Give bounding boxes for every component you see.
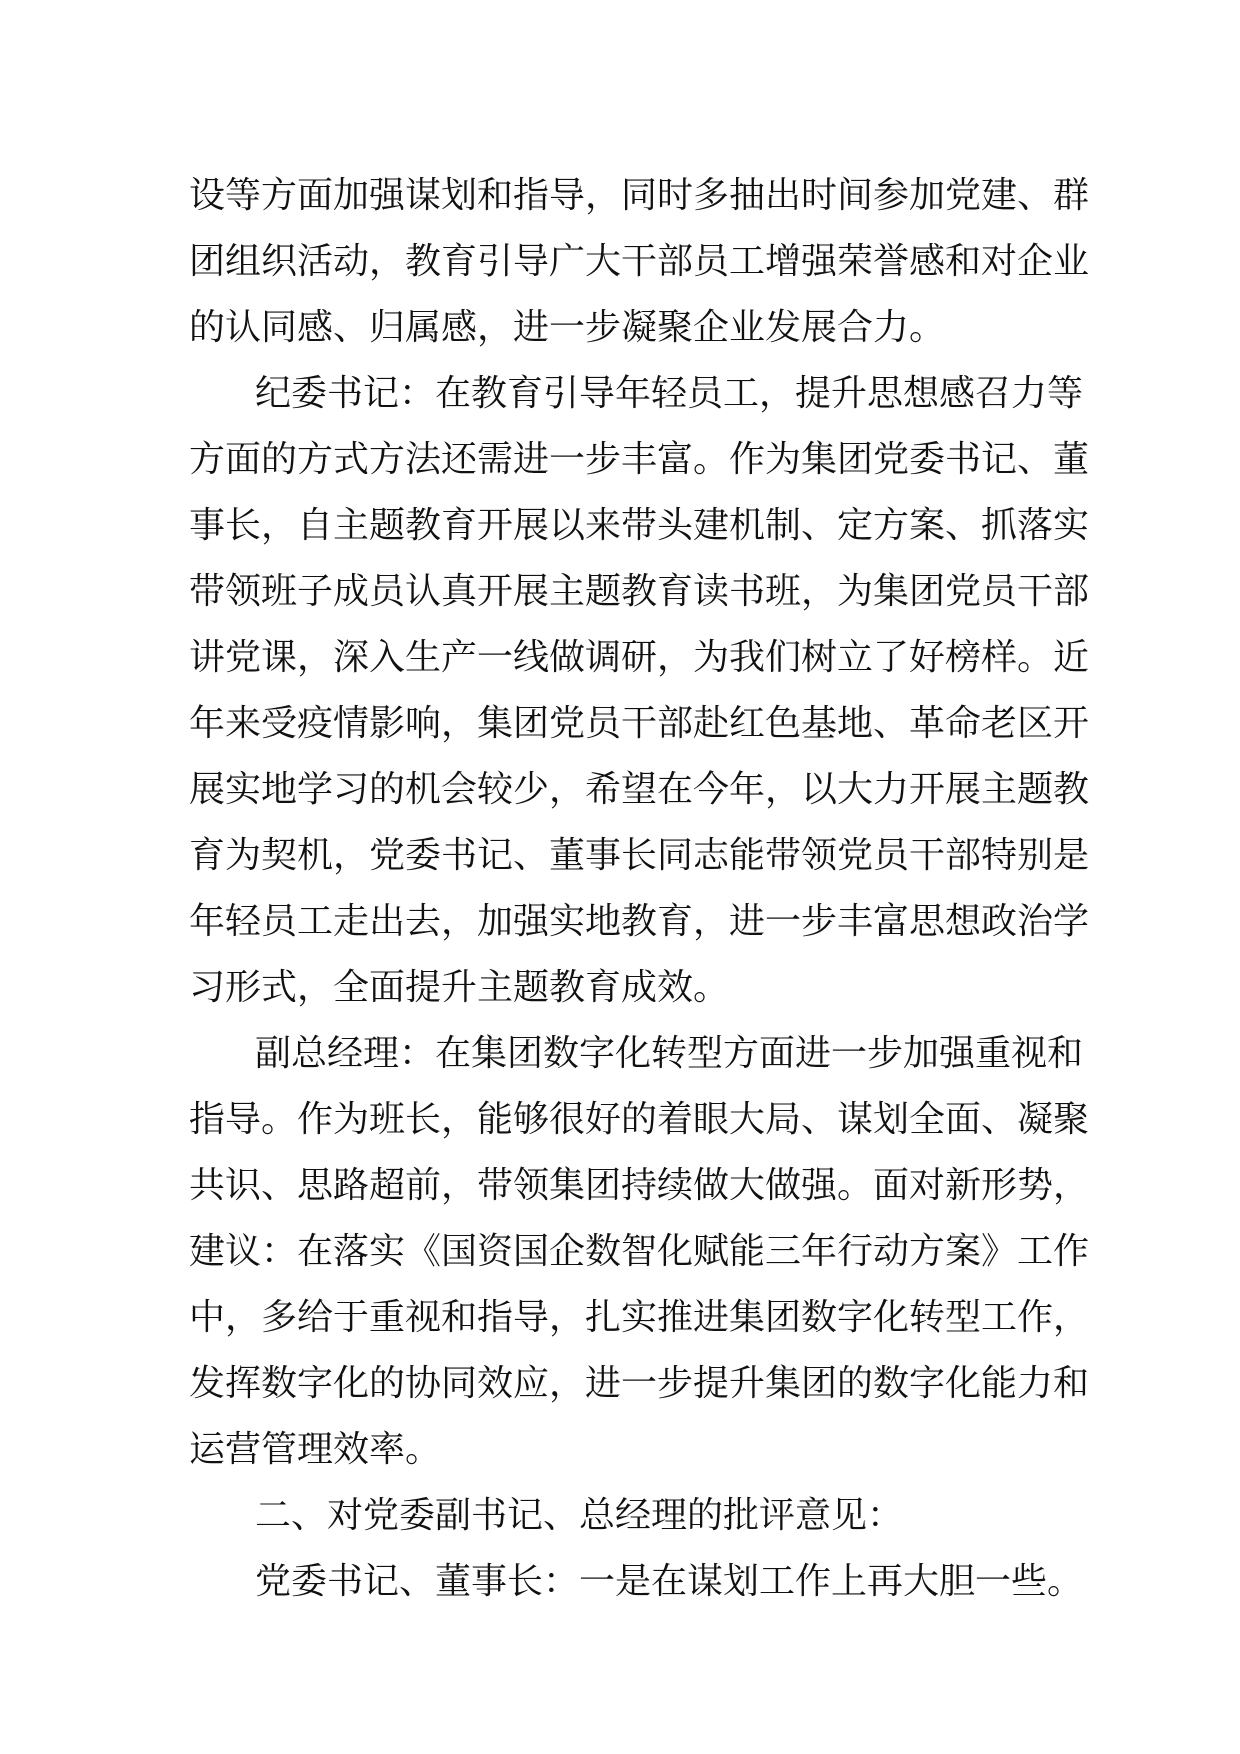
text-line: 的认同感、归属感，进一步凝聚企业发展合力。 [189,307,946,348]
text-line: 设等方面加强谋划和指导，同时多抽出时间参加党建、群 [189,175,1090,216]
text-line: 习形式，全面提升主题教育成效。 [189,967,730,1008]
text-line: 党委书记、董事长：一是在谋划工作上再大胆一些。 [255,1561,1084,1602]
text-line: 带领班子成员认真开展主题教育读书班，为集团党员干部 [189,571,1090,612]
text-line: 共识、思路超前，带领集团持续做大做强。面对新形势， [189,1165,1090,1206]
text-line: 年轻员工走出去，加强实地教育，进一步丰富思想政治学 [189,901,1090,942]
text-line: 年来受疫情影响，集团党员干部赴红色基地、革命老区开 [189,703,1090,744]
section-heading [189,1483,1064,1549]
text-line: 育为契机，党委书记、董事长同志能带领党员干部特别是 [189,835,1090,876]
text-line: 指导。作为班长，能够很好的着眼大局、谋划全面、凝聚 [189,1099,1090,1140]
text-line: 纪委书记：在教育引导年轻员工，提升思想感召力等 [255,373,1084,414]
text-line: 运营管理效率。 [189,1429,442,1470]
text-line: 展实地学习的机会较少，希望在今年，以大力开展主题教 [189,769,1090,810]
text-line: 中，多给于重视和指导，扎实推进集团数字化转型工作， [189,1297,1090,1338]
text-line: 团组织活动，教育引导广大干部员工增强荣誉感和对企业 [189,241,1090,282]
text-line: 发挥数字化的协同效应，进一步提升集团的数字化能力和 [189,1363,1090,1404]
text-line: 副总经理：在集团数字化转型方面进一步加强重视和 [255,1033,1084,1074]
paragraph-discipline-secretary [189,361,1090,1021]
text-line: 事长，自主题教育开展以来带头建机制、定方案、抓落实 [189,505,1090,546]
text-line: 二、对党委副书记、总经理的批评意见： [255,1495,904,1536]
document-body [189,163,1090,1615]
text-line: 讲党课，深入生产一线做调研，为我们树立了好榜样。近 [189,637,1090,678]
text-line: 建议：在落实《国资国企数智化赋能三年行动方案》工作 [189,1231,1090,1272]
paragraph-party-secretary [189,1549,1084,1615]
text-line: 方面的方式方法还需进一步丰富。作为集团党委书记、董 [189,439,1090,480]
paragraph-deputy-manager [189,1021,1090,1483]
paragraph-1 [189,163,1090,361]
